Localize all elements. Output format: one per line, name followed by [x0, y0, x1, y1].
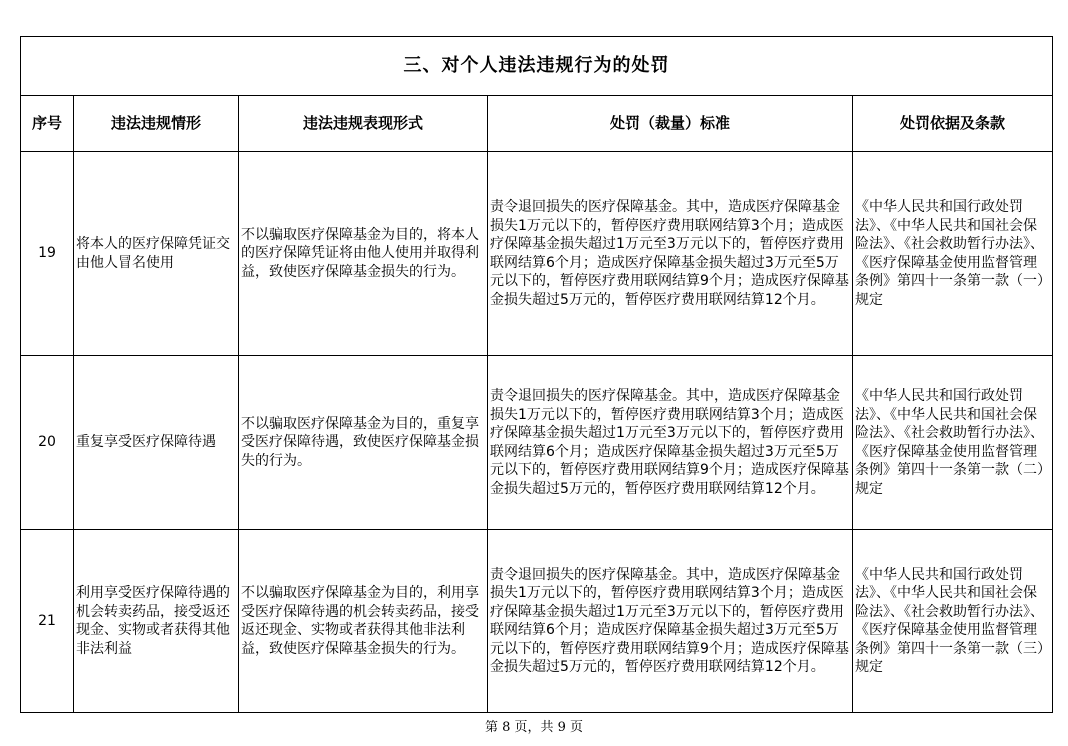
cell-standard: 责令退回损失的医疗保障基金。其中，造成医疗保障基金损失1万元以下的，暂停医疗费用联网结算3个月；造成医疗保障基金损失超过1万元至3万元以下的，暂停医疗费用联网结算6个月；造成医疗保障基金损失超过3万元至5万元以下的，暂停医疗费用联网结算9个月；造成医疗保障基金损失超过5万元的，暂停医疗费用联网结算12个月。: [488, 530, 853, 713]
cell-no: 20: [21, 356, 74, 530]
table-row: [21, 530, 1053, 713]
table-row: [21, 152, 1053, 356]
cell-form: 不以骗取医疗保障基金为目的，利用享受医疗保障待遇的机会转卖药品，接受返还现金、实物或者获得其他非法利益，致使医疗保障基金损失的行为。: [239, 530, 488, 713]
cell-no: 19: [21, 152, 74, 356]
cell-standard: 责令退回损失的医疗保障基金。其中，造成医疗保障基金损失1万元以下的，暂停医疗费用联网结算3个月；造成医疗保障基金损失超过1万元至3万元以下的，暂停医疗费用联网结算6个月；造成医疗保障基金损失超过3万元至5万元以下的，暂停医疗费用联网结算9个月；造成医疗保障基金损失超过5万元的，暂停医疗费用联网结算12个月。: [488, 356, 853, 530]
table-row: [21, 356, 1053, 530]
table-title-row: [21, 37, 1053, 96]
page-footer: 第 8 页，共 9 页: [484, 720, 584, 735]
cell-situation: 重复享受医疗保障待遇: [74, 356, 239, 530]
table-title: 三、对个人违法违规行为的处罚: [21, 37, 1053, 96]
cell-basis: 《中华人民共和国行政处罚法》、《中华人民共和国社会保险法》、《社会救助暂行办法》、《医疗保障基金使用监督管理条例》第四十一条第一款（一）规定: [853, 152, 1053, 356]
cell-basis: 《中华人民共和国行政处罚法》、《中华人民共和国社会保险法》、《社会救助暂行办法》、《医疗保障基金使用监督管理条例》第四十一条第一款（三）规定: [853, 530, 1053, 713]
cell-standard: 责令退回损失的医疗保障基金。其中，造成医疗保障基金损失1万元以下的，暂停医疗费用联网结算3个月；造成医疗保障基金损失超过1万元至3万元以下的，暂停医疗费用联网结算6个月；造成医疗保障基金损失超过3万元至5万元以下的，暂停医疗费用联网结算9个月；造成医疗保障基金损失超过5万元的，暂停医疗费用联网结算12个月。: [488, 152, 853, 356]
cell-situation: 将本人的医疗保障凭证交由他人冒名使用: [74, 152, 239, 356]
header-standard: 处罚（裁量）标准: [488, 96, 853, 152]
header-form: 违法违规表现形式: [239, 96, 488, 152]
cell-no: 21: [21, 530, 74, 713]
document-page: [20, 36, 1052, 713]
cell-situation: 利用享受医疗保障待遇的机会转卖药品，接受返还现金、实物或者获得其他非法利益: [74, 530, 239, 713]
penalty-table: [20, 36, 1053, 713]
header-situation: 违法违规情形: [74, 96, 239, 152]
cell-form: 不以骗取医疗保障基金为目的，将本人的医疗保障凭证将由他人使用并取得利益，致使医疗保障基金损失的行为。: [239, 152, 488, 356]
cell-basis: 《中华人民共和国行政处罚法》、《中华人民共和国社会保险法》、《社会救助暂行办法》、《医疗保障基金使用监督管理条例》第四十一条第一款（二）规定: [853, 356, 1053, 530]
table-header-row: [21, 96, 1053, 152]
header-no: 序号: [21, 96, 74, 152]
cell-form: 不以骗取医疗保障基金为目的，重复享受医疗保障待遇，致使医疗保障基金损失的行为。: [239, 356, 488, 530]
header-basis: 处罚依据及条款: [853, 96, 1053, 152]
